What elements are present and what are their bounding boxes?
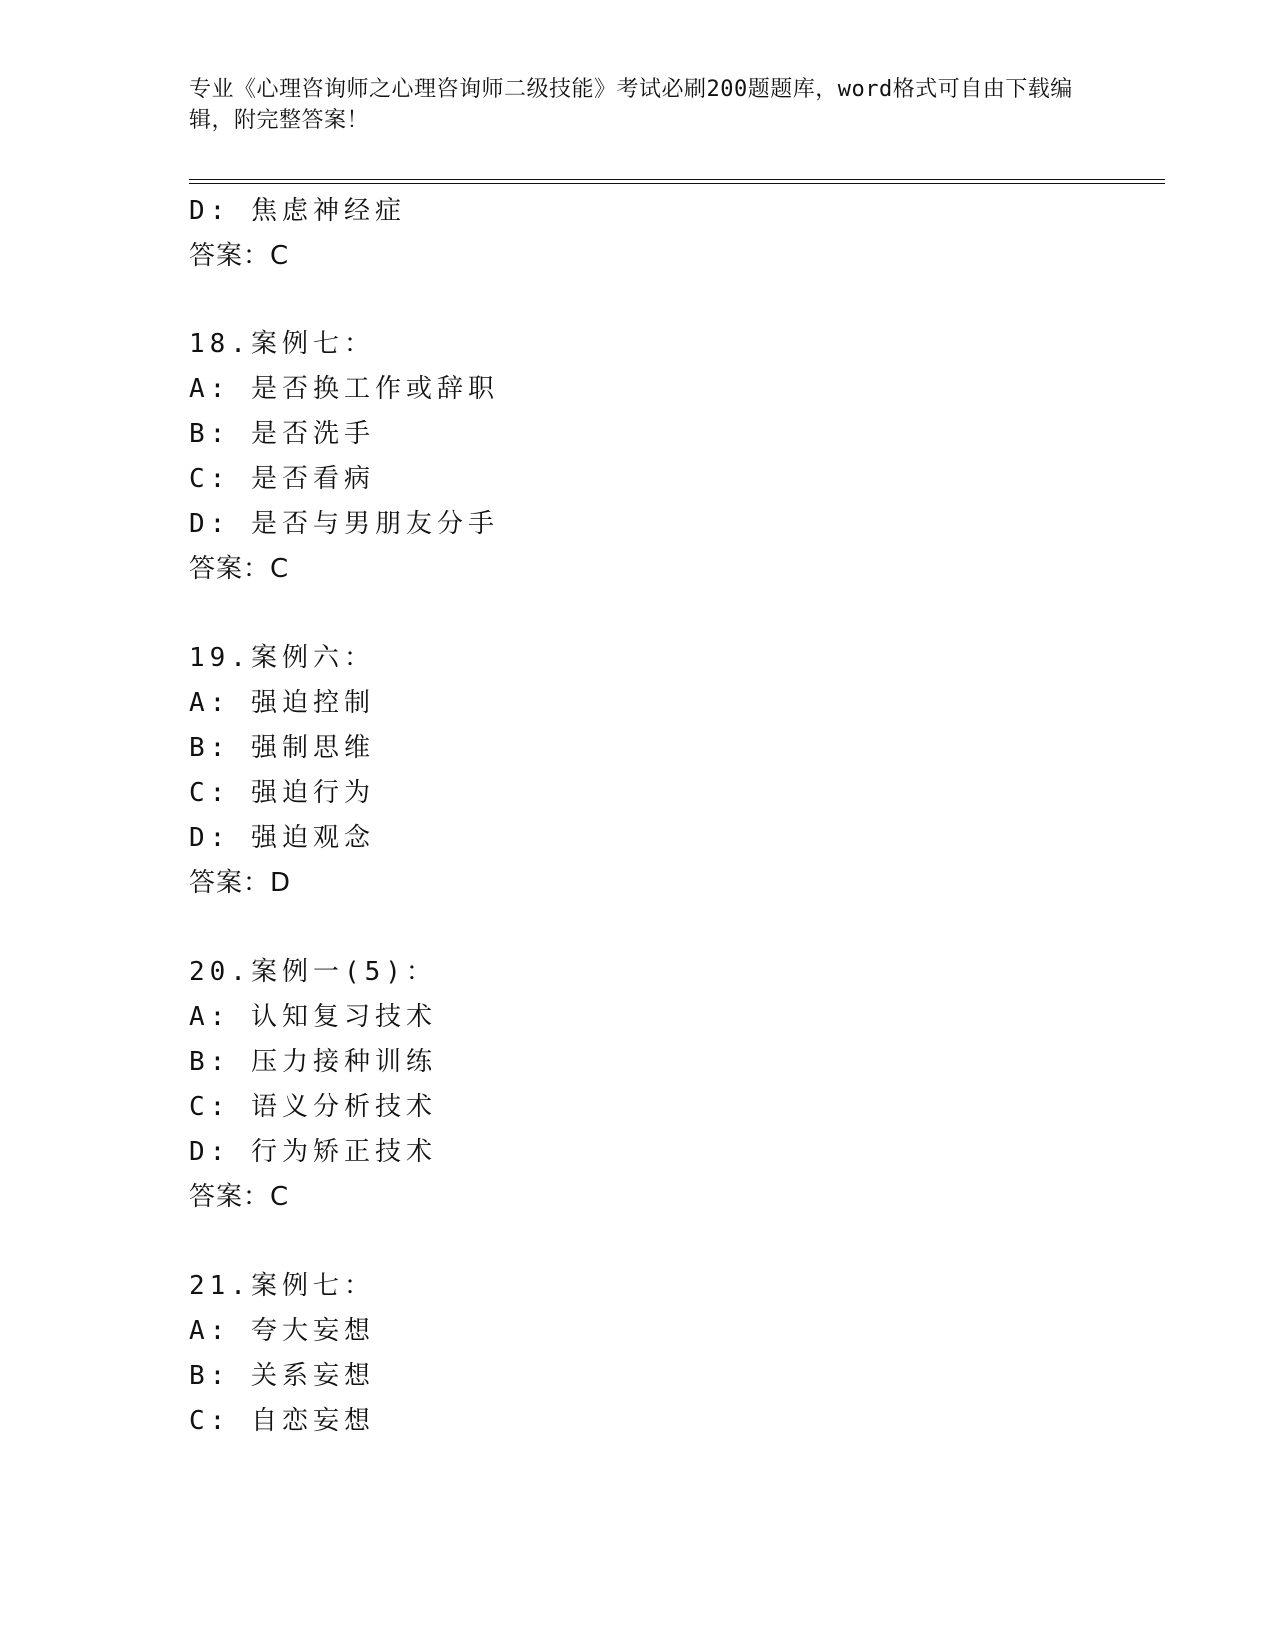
option-line: B: 压力接种训练 [189, 1047, 437, 1077]
option-line: D: 焦虑神经症 [189, 196, 406, 226]
answer-line: 答案：D [189, 868, 292, 898]
option-line: A: 是否换工作或辞职 [189, 374, 499, 404]
question-title: 20.案例一(5)： [189, 957, 437, 987]
question-title: 18.案例七： [189, 329, 375, 359]
option-line: D: 强迫观念 [189, 823, 375, 853]
answer-line: 答案：C [189, 554, 290, 584]
option-line: C: 是否看病 [189, 464, 375, 494]
option-line: D: 是否与男朋友分手 [189, 509, 499, 539]
option-line: C: 自恋妄想 [189, 1406, 375, 1436]
header-rule-bottom [189, 183, 1165, 184]
option-line: A: 夸大妄想 [189, 1316, 375, 1346]
option-line: D: 行为矫正技术 [189, 1137, 437, 1167]
option-line: A: 强迫控制 [189, 688, 375, 718]
header-rule-top [189, 179, 1165, 180]
question-title: 21.案例七： [189, 1271, 375, 1301]
option-line: B: 强制思维 [189, 733, 375, 763]
option-line: C: 强迫行为 [189, 778, 375, 808]
option-line: A: 认知复习技术 [189, 1002, 437, 1032]
answer-line: 答案：C [189, 1182, 290, 1212]
answer-line: 答案：C [189, 241, 290, 271]
option-line: B: 是否洗手 [189, 419, 375, 449]
option-line: C: 语义分析技术 [189, 1092, 437, 1122]
question-title: 19.案例六： [189, 643, 375, 673]
option-line: B: 关系妄想 [189, 1361, 375, 1391]
document-header: 专业《心理咨询师之心理咨询师二级技能》考试必刷200题题库，word格式可自由下载编辑，附完整答案！ [189, 77, 1073, 133]
